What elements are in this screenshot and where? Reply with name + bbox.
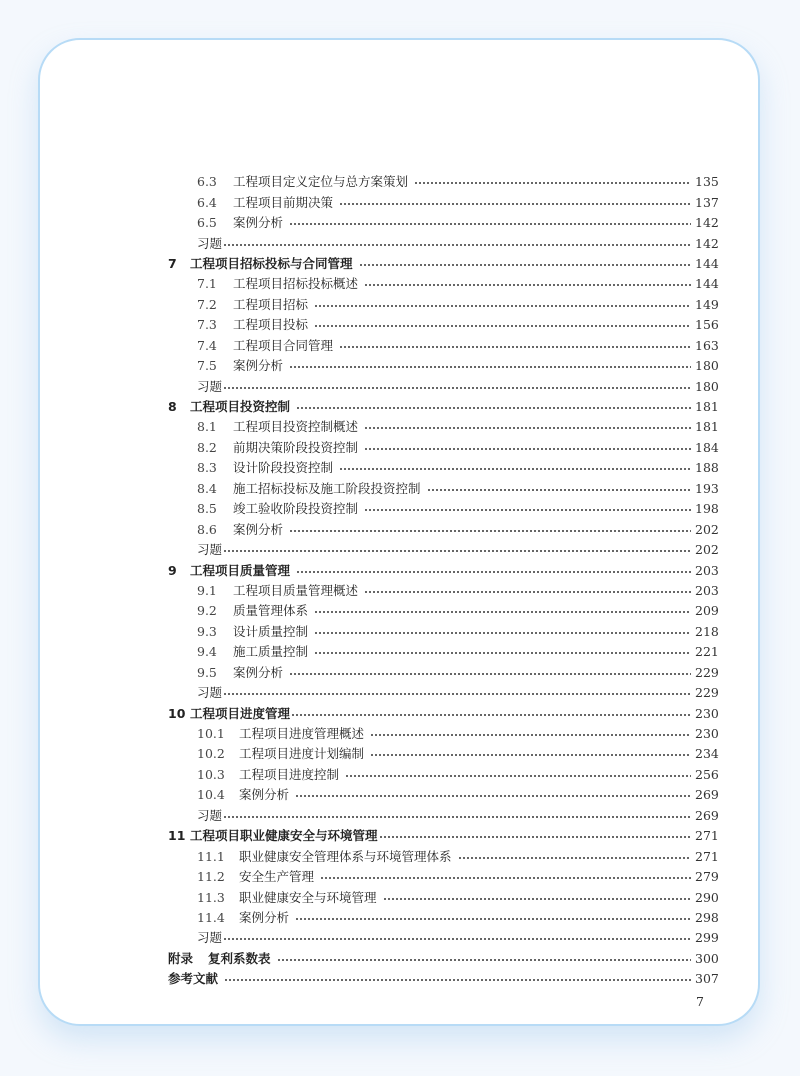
entry-number: 7.2 bbox=[197, 296, 217, 312]
toc-section-entry[interactable] bbox=[168, 846, 717, 866]
entry-number: 8.3 bbox=[197, 460, 217, 476]
entry-title: 工程项目质量管理 bbox=[190, 562, 291, 578]
entry-title: 职业健康安全与环境管理 bbox=[239, 889, 377, 905]
entry-title: 案例分析 bbox=[233, 521, 284, 537]
entry-page-number: 135 bbox=[695, 174, 719, 190]
entry-page-number: 298 bbox=[695, 909, 719, 925]
dot-leader bbox=[383, 898, 691, 900]
dot-leader bbox=[370, 754, 691, 756]
toc-section-entry[interactable] bbox=[168, 519, 717, 539]
dot-leader bbox=[359, 264, 691, 266]
entry-page-number: 300 bbox=[695, 950, 719, 966]
entry-title: 工程项目前期决策 bbox=[233, 194, 334, 210]
toc-section-entry[interactable] bbox=[168, 438, 717, 458]
entry-page-number: 142 bbox=[695, 215, 719, 231]
entry-number: 9.3 bbox=[197, 623, 217, 639]
entry-page-number: 269 bbox=[695, 787, 719, 803]
entry-title: 工程项目进度计划编制 bbox=[239, 746, 365, 762]
entry-page-number: 184 bbox=[695, 439, 719, 455]
entry-title: 案例分析 bbox=[233, 358, 284, 374]
entry-number: 8.4 bbox=[197, 480, 217, 496]
entry-title: 设计阶段投资控制 bbox=[233, 460, 334, 476]
toc-section-entry[interactable] bbox=[168, 315, 717, 335]
toc-exercise-entry[interactable] bbox=[168, 683, 717, 703]
toc-section-entry[interactable] bbox=[168, 785, 717, 805]
entry-page-number: 181 bbox=[695, 399, 719, 415]
toc-chapter-entry[interactable] bbox=[168, 397, 717, 417]
toc-section-entry[interactable] bbox=[168, 479, 717, 499]
dot-leader bbox=[289, 530, 691, 532]
entry-number: 9.5 bbox=[197, 664, 217, 680]
toc-chapter-entry[interactable] bbox=[168, 254, 717, 274]
entry-page-number: 198 bbox=[695, 501, 719, 517]
dot-leader bbox=[314, 305, 691, 307]
dot-leader bbox=[370, 734, 691, 736]
dot-leader bbox=[314, 611, 691, 613]
toc-exercise-entry[interactable] bbox=[168, 376, 717, 396]
dot-leader bbox=[223, 387, 691, 389]
entry-number: 9.1 bbox=[197, 582, 217, 598]
entry-page-number: 180 bbox=[695, 378, 719, 394]
entry-title: 工程项目职业健康安全与环境管理 bbox=[190, 828, 378, 844]
entry-page-number: 271 bbox=[695, 848, 719, 864]
entry-title: 工程项目进度管理 bbox=[190, 705, 291, 721]
entry-number: 6.3 bbox=[197, 174, 217, 190]
entry-title: 复利系数表 bbox=[208, 950, 271, 966]
entry-number: 9 bbox=[168, 562, 177, 578]
toc-exercise-entry[interactable] bbox=[168, 540, 717, 560]
entry-title: 工程项目投资控制 bbox=[190, 399, 291, 415]
dot-leader bbox=[314, 325, 691, 327]
entry-title: 职业健康安全管理体系与环境管理体系 bbox=[239, 848, 452, 864]
entry-page-number: 144 bbox=[695, 255, 719, 271]
dot-leader bbox=[289, 223, 691, 225]
entry-page-number: 256 bbox=[695, 766, 719, 782]
entry-title: 工程项目合同管理 bbox=[233, 337, 334, 353]
toc-chapter-entry[interactable] bbox=[168, 826, 717, 846]
toc-section-entry[interactable] bbox=[168, 724, 717, 744]
toc-section-entry[interactable] bbox=[168, 601, 717, 621]
toc-section-entry[interactable] bbox=[168, 172, 717, 192]
dot-leader bbox=[379, 836, 691, 838]
dot-leader bbox=[314, 632, 691, 634]
toc-exercise-entry[interactable] bbox=[168, 806, 717, 826]
dot-leader bbox=[458, 857, 691, 859]
toc-chapter-entry[interactable] bbox=[168, 703, 717, 723]
toc-section-entry[interactable] bbox=[168, 192, 717, 212]
toc-section-entry[interactable] bbox=[168, 663, 717, 683]
entry-number: 8.2 bbox=[197, 439, 217, 455]
entry-page-number: 156 bbox=[695, 317, 719, 333]
entry-number: 8.1 bbox=[197, 419, 217, 435]
table-of-contents bbox=[168, 172, 717, 990]
toc-back-matter-entry[interactable] bbox=[168, 969, 717, 989]
entry-title: 工程项目投资控制概述 bbox=[233, 419, 359, 435]
entry-number: 7.5 bbox=[197, 358, 217, 374]
dot-leader bbox=[296, 571, 691, 573]
dot-leader bbox=[223, 693, 691, 695]
entry-page-number: 137 bbox=[695, 194, 719, 210]
dot-leader bbox=[223, 816, 691, 818]
entry-title: 竣工验收阶段投资控制 bbox=[233, 501, 359, 517]
entry-title: 施工质量控制 bbox=[233, 644, 309, 660]
toc-section-entry[interactable] bbox=[168, 458, 717, 478]
dot-leader bbox=[277, 959, 691, 961]
entry-page-number: 230 bbox=[695, 705, 719, 721]
entry-page-number: 202 bbox=[695, 542, 719, 558]
dot-leader bbox=[339, 203, 691, 205]
entry-title: 前期决策阶段投资控制 bbox=[233, 439, 359, 455]
entry-title: 案例分析 bbox=[233, 215, 284, 231]
entry-page-number: 188 bbox=[695, 460, 719, 476]
entry-number: 11.1 bbox=[197, 848, 225, 864]
entry-page-number: 271 bbox=[695, 828, 719, 844]
dot-leader bbox=[223, 244, 691, 246]
dot-leader bbox=[364, 591, 691, 593]
dot-leader bbox=[289, 366, 691, 368]
entry-page-number: 203 bbox=[695, 582, 719, 598]
entry-title: 工程项目进度管理概述 bbox=[239, 726, 365, 742]
dot-leader bbox=[224, 979, 691, 981]
dot-leader bbox=[223, 938, 691, 940]
entry-number: 7 bbox=[168, 255, 177, 271]
entry-page-number: 163 bbox=[695, 337, 719, 353]
entry-page-number: 180 bbox=[695, 358, 719, 374]
entry-title: 参考文献 bbox=[168, 971, 219, 987]
toc-chapter-entry[interactable] bbox=[168, 560, 717, 580]
entry-page-number: 269 bbox=[695, 807, 719, 823]
entry-title: 工程项目定义定位与总方案策划 bbox=[233, 174, 409, 190]
toc-section-entry[interactable] bbox=[168, 581, 717, 601]
entry-title: 工程项目招标投标概述 bbox=[233, 276, 359, 292]
entry-number: 11.4 bbox=[197, 909, 225, 925]
entry-title: 工程项目进度控制 bbox=[239, 766, 340, 782]
entry-page-number: 218 bbox=[695, 623, 719, 639]
dot-leader bbox=[364, 448, 691, 450]
toc-section-entry[interactable] bbox=[168, 744, 717, 764]
dot-leader bbox=[427, 489, 691, 491]
entry-number: 7.4 bbox=[197, 337, 217, 353]
entry-number: 8.6 bbox=[197, 521, 217, 537]
dot-leader bbox=[364, 509, 691, 511]
dot-leader bbox=[223, 550, 691, 552]
entry-page-number: 307 bbox=[695, 971, 719, 987]
entry-page-number: 279 bbox=[695, 869, 719, 885]
entry-title: 习题 bbox=[197, 542, 223, 558]
dot-leader bbox=[339, 468, 691, 470]
toc-exercise-entry[interactable] bbox=[168, 928, 717, 948]
toc-section-entry[interactable] bbox=[168, 622, 717, 642]
toc-section-entry[interactable] bbox=[168, 765, 717, 785]
entry-title: 工程项目招标 bbox=[233, 296, 309, 312]
entry-title: 案例分析 bbox=[239, 909, 290, 925]
entry-number: 10.2 bbox=[197, 746, 225, 762]
entry-title: 工程项目投标 bbox=[233, 317, 309, 333]
toc-exercise-entry[interactable] bbox=[168, 233, 717, 253]
entry-page-number: 209 bbox=[695, 603, 719, 619]
entry-page-number: 234 bbox=[695, 746, 719, 762]
dot-leader bbox=[296, 407, 691, 409]
toc-section-entry[interactable] bbox=[168, 887, 717, 907]
entry-number: 附录 bbox=[168, 950, 194, 966]
dot-leader bbox=[291, 714, 691, 716]
dot-leader bbox=[414, 182, 691, 184]
entry-page-number: 229 bbox=[695, 685, 719, 701]
entry-number: 10.3 bbox=[197, 766, 225, 782]
entry-number: 11 bbox=[168, 828, 186, 844]
entry-number: 10 bbox=[168, 705, 186, 721]
entry-number: 9.2 bbox=[197, 603, 217, 619]
entry-number: 11.2 bbox=[197, 869, 225, 885]
dot-leader bbox=[289, 673, 691, 675]
toc-section-entry[interactable] bbox=[168, 274, 717, 294]
entry-title: 工程项目质量管理概述 bbox=[233, 582, 359, 598]
entry-page-number: 229 bbox=[695, 664, 719, 680]
dot-leader bbox=[345, 775, 691, 777]
entry-number: 7.3 bbox=[197, 317, 217, 333]
entry-page-number: 230 bbox=[695, 726, 719, 742]
entry-title: 质量管理体系 bbox=[233, 603, 309, 619]
entry-title: 案例分析 bbox=[239, 787, 290, 803]
dot-leader bbox=[320, 877, 691, 879]
entry-page-number: 181 bbox=[695, 419, 719, 435]
entry-page-number: 290 bbox=[695, 889, 719, 905]
entry-page-number: 193 bbox=[695, 480, 719, 496]
entry-page-number: 203 bbox=[695, 562, 719, 578]
entry-title: 习题 bbox=[197, 685, 223, 701]
entry-number: 10.1 bbox=[197, 726, 225, 742]
entry-page-number: 142 bbox=[695, 235, 719, 251]
entry-number: 8.5 bbox=[197, 501, 217, 517]
entry-page-number: 144 bbox=[695, 276, 719, 292]
dot-leader bbox=[314, 652, 691, 654]
toc-section-entry[interactable] bbox=[168, 867, 717, 887]
page-number: 7 bbox=[696, 994, 704, 1009]
toc-back-matter-entry[interactable] bbox=[168, 949, 717, 969]
dot-leader bbox=[295, 918, 691, 920]
entry-title: 工程项目招标投标与合同管理 bbox=[190, 255, 353, 271]
entry-title: 习题 bbox=[197, 930, 223, 946]
toc-section-entry[interactable] bbox=[168, 336, 717, 356]
entry-title: 案例分析 bbox=[233, 664, 284, 680]
dot-leader bbox=[295, 795, 691, 797]
entry-title: 习题 bbox=[197, 378, 223, 394]
toc-section-entry[interactable] bbox=[168, 417, 717, 437]
toc-section-entry[interactable] bbox=[168, 499, 717, 519]
entry-page-number: 221 bbox=[695, 644, 719, 660]
entry-number: 7.1 bbox=[197, 276, 217, 292]
entry-title: 习题 bbox=[197, 235, 223, 251]
dot-leader bbox=[364, 427, 691, 429]
entry-title: 施工招标投标及施工阶段投资控制 bbox=[233, 480, 421, 496]
entry-number: 8 bbox=[168, 399, 177, 415]
toc-section-entry[interactable] bbox=[168, 642, 717, 662]
toc-section-entry[interactable] bbox=[168, 908, 717, 928]
entry-number: 11.3 bbox=[197, 889, 225, 905]
entry-number: 9.4 bbox=[197, 644, 217, 660]
entry-title: 设计质量控制 bbox=[233, 623, 309, 639]
dot-leader bbox=[364, 284, 691, 286]
entry-page-number: 202 bbox=[695, 521, 719, 537]
toc-section-entry[interactable] bbox=[168, 295, 717, 315]
entry-page-number: 299 bbox=[695, 930, 719, 946]
toc-section-entry[interactable] bbox=[168, 356, 717, 376]
entry-title: 习题 bbox=[197, 807, 223, 823]
entry-number: 6.5 bbox=[197, 215, 217, 231]
entry-number: 10.4 bbox=[197, 787, 225, 803]
page-card bbox=[38, 38, 760, 1026]
entry-title: 安全生产管理 bbox=[239, 869, 315, 885]
toc-section-entry[interactable] bbox=[168, 213, 717, 233]
dot-leader bbox=[339, 346, 691, 348]
entry-number: 6.4 bbox=[197, 194, 217, 210]
entry-page-number: 149 bbox=[695, 296, 719, 312]
